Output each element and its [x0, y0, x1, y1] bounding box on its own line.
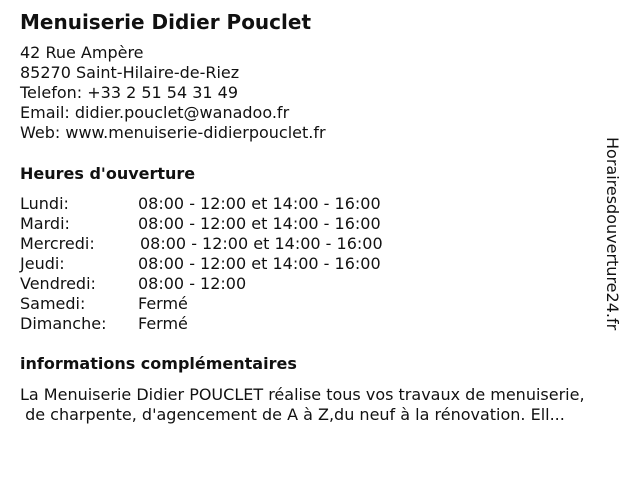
- additional-info-heading: informations complémentaires: [20, 354, 297, 373]
- day-hours: Fermé: [138, 314, 188, 333]
- day-hours: 08:00 - 12:00 et 14:00 - 16:00: [138, 214, 381, 233]
- address-street: 42 Rue Ampère: [20, 43, 144, 62]
- day-label: Lundi:: [20, 194, 69, 213]
- contact-block: [20, 43, 326, 143]
- day-hours: Fermé: [138, 294, 188, 313]
- address-city: 85270 Saint-Hilaire-de-Riez: [20, 63, 240, 82]
- day-label: Jeudi:: [20, 254, 65, 273]
- day-label: Vendredi:: [20, 274, 96, 293]
- day-hours: 08:00 - 12:00 et 14:00 - 16:00: [138, 194, 381, 213]
- opening-hours-heading: Heures d'ouverture: [20, 164, 196, 183]
- business-name: Menuiserie Didier Pouclet: [20, 10, 312, 34]
- phone-line: Telefon: +33 2 51 54 31 49: [20, 83, 239, 102]
- day-hours: 08:00 - 12:00 et 14:00 - 16:00: [140, 234, 383, 253]
- day-label: Dimanche:: [20, 314, 107, 333]
- day-hours: 08:00 - 12:00: [138, 274, 247, 293]
- email-line: Email: didier.pouclet@wanadoo.fr: [20, 103, 290, 122]
- info-line-2: de charpente, d'agencement de A à Z,du neuf à la rénovation. Ell...: [20, 405, 565, 424]
- site-watermark: Horairesdouverture24.fr: [603, 137, 622, 331]
- additional-info-text: [20, 385, 632, 425]
- day-hours: 08:00 - 12:00 et 14:00 - 16:00: [138, 254, 381, 273]
- day-label: Mercredi:: [20, 234, 95, 253]
- info-line-1: La Menuiserie Didier POUCLET réalise tous vos travaux de menuiserie,: [20, 385, 585, 404]
- day-label: Mardi:: [20, 214, 70, 233]
- website-line: Web: www.menuiserie-didierpouclet.fr: [20, 123, 326, 142]
- day-label: Samedi:: [20, 294, 86, 313]
